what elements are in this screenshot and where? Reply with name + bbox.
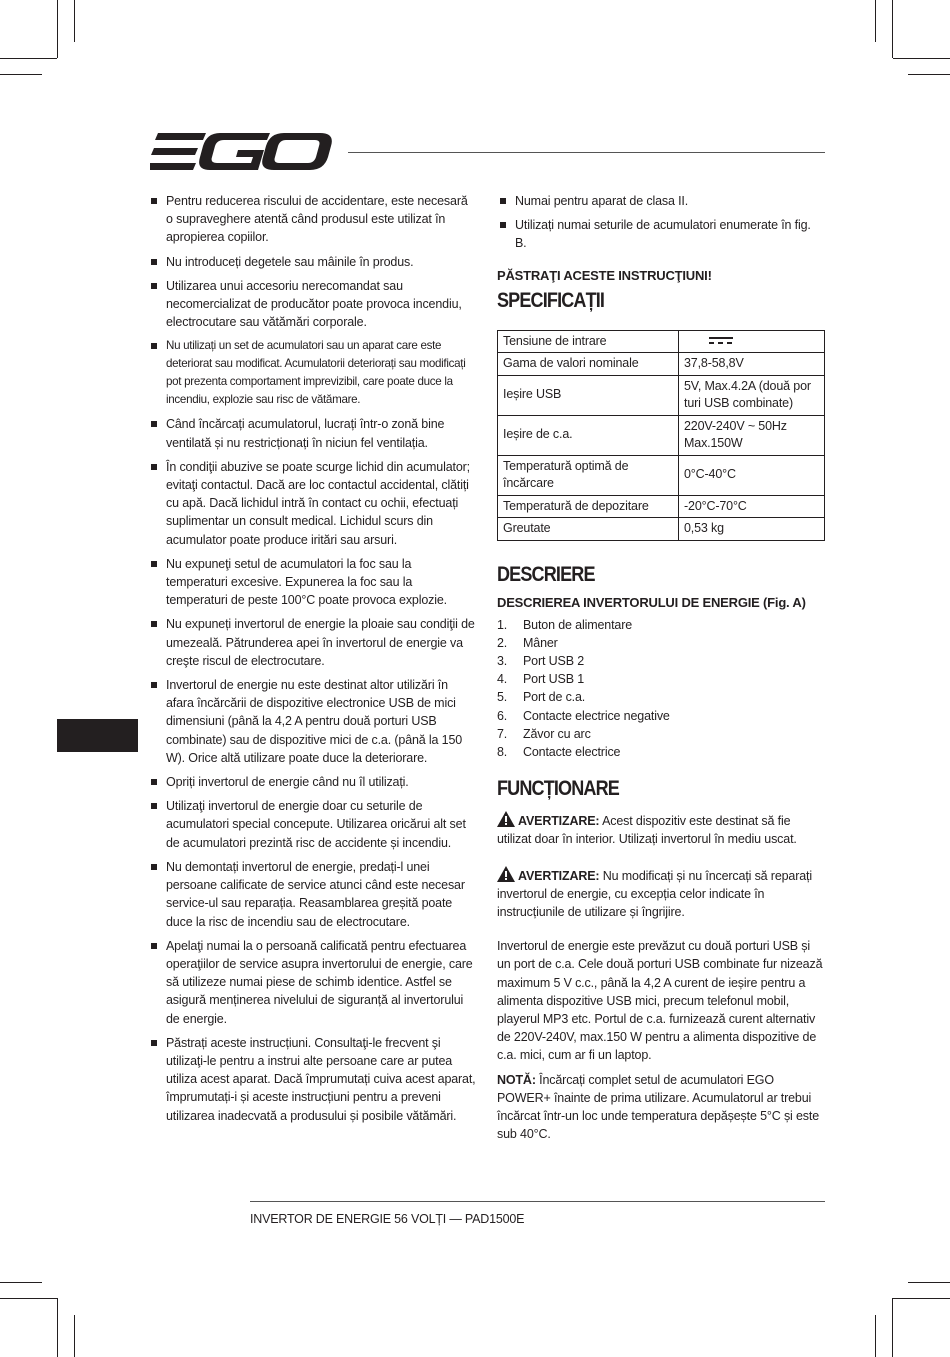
table-row [498, 455, 825, 495]
list-item: 8. Contacte electrice [497, 745, 621, 760]
list-item: Păstrați aceste instrucțiuni. Consultaţi-le frecvent şi utilizaţi-le pentru a instrui alte persoane care ar putea utiliza acest aparat. Dacă împrumutați cuiva acest aparat, împrumutați-i și aceste instrucțiuni pentru a preveni utilizarea inadecvată a produsului și posibile vătămări. [148, 1034, 476, 1125]
warning-paragraph: AVERTIZARE: Acest dispozitiv este destinat să fie utilizat doar în interior. Utilizați invertorul în mediu uscat. [497, 811, 825, 848]
warning-icon [497, 811, 515, 827]
warning-paragraph: AVERTIZARE: Nu modificați și nu încercați să reparați invertorul de energie, cu excepția celor indicate în instrucțiunile de utilizare și îngrijire. [497, 866, 825, 922]
spec-value: 0,53 kg [679, 518, 825, 541]
spec-label: Ieșire de c.a. [498, 415, 679, 455]
spec-label: Tensiune de intrare [498, 330, 679, 353]
specifications-heading: SPECIFICAȚII [497, 288, 605, 312]
table-row [498, 353, 825, 376]
list-item: Utilizaţi invertorul de energie doar cu seturile de acumulatori special concepute. Utilizarea oricărui alt set de acumulatori prezintă risc de accidente și incendiu. [148, 797, 476, 852]
spec-value: -20°C-70°C [679, 495, 825, 518]
spec-label: Greutate [498, 518, 679, 541]
operation-heading: FUNCȚIONARE [497, 777, 619, 801]
list-item: 2. Mâner [497, 635, 558, 650]
list-item: Apelaţi numai la o persoană calificată pentru efectuarea operaţiilor de service asupra invertorului de energie, care să utilizeze numai piese de schimb identice. Astfel se asigură menținerea nivelului de siguranță al invertorului de energie. [148, 937, 476, 1028]
footer-text: INVERTOR DE ENERGIE 56 VOLȚI — PAD1500E [250, 1212, 525, 1226]
list-item: Numai pentru aparat de clasa II. [497, 192, 825, 210]
specifications-table [497, 330, 825, 541]
list-item: Invertorul de energie nu este destinat altor utilizări în afara încărcării de dispozitive electronice USB de mici dimensiuni (până la 4,2 A pentru două porturi USB combinate) sau de dispozitive mici de c.a. (până la 150 W). Orice altă utilizare poate duce la deteriorare. [148, 676, 476, 767]
list-item: Nu expuneți invertorul de energie la ploaie sau condiţii de umezeală. Pătrunderea apei în invertorul de energie va creşte riscul de electrocutare. [148, 615, 476, 670]
list-item: 6. Contacte electrice negative [497, 708, 670, 723]
list-item: Nu expuneţi setul de acumulatori la foc sau la temperaturi excesive. Expunerea la foc sau la temperaturi de peste 100°C poate provoca explozie. [148, 555, 476, 610]
table-row [498, 330, 825, 353]
list-item: Nu utilizați un set de acumulatori sau un aparat care este deteriorat sau modificat. Acumulatorii deteriorați sau modificați pot prezenta comportament imprevizibil, care poate duce la incendiu, explozie sau risc de vătămare. [148, 337, 476, 409]
note-paragraph: NOTĂ: Încărcați complet setul de acumulatori EGO POWER+ înainte de prima utilizare. Acumulatorul ar trebui încărcat într-un loc unde temperatura depășește 5°C și este sub 40°C. [497, 1072, 820, 1142]
list-item: 4. Port USB 1 [497, 672, 585, 687]
direct-current-icon [709, 335, 735, 345]
list-item: Nu introduceți degetele sau mâinile în produs. [148, 253, 476, 271]
description-subheading: DESCRIEREA INVERTORULUI DE ENERGIE (Fig. A) [497, 594, 806, 610]
language-side-tab [57, 719, 138, 752]
usage-paragraph: Invertorul de energie este prevăzut cu două porturi USB și un port de c.a. Cele două porturi USB combinate fur nizează maximum 5 V c.c., până la 4,2 A curent de ieșire pentru a alimenta dispozitive USB mici, precum telefonul mobil, playerul MP3 etc. Portul de c.a. furnizează curent alternativ de 220V-240V, max.150 W pentru a alimenta dispozitive de c.a. mici, cum ar fi un laptop. [497, 939, 823, 1063]
list-item: 3. Port USB 2 [497, 654, 585, 669]
warning-icon [497, 866, 515, 882]
parts-list [497, 616, 825, 762]
spec-value [679, 330, 825, 353]
spec-label: Temperatură de depozitare [498, 495, 679, 518]
spec-value: 5V, Max.4.2A (două por turi USB combinate) [679, 375, 825, 415]
spec-value: 37,8-58,8V [679, 353, 825, 376]
spec-label: Temperatură optimă de încărcare [498, 455, 679, 495]
safety-bullet-list [497, 192, 825, 253]
ego-logo [150, 132, 332, 172]
list-item: Utilizarea unui accesoriu nerecomandat sau necomercializat de producător poate provoca incendiu, electrocutare sau vătămări corporale. [148, 277, 476, 332]
keep-instructions-heading: PĂSTRAŢI ACESTE INSTRUCŢIUNI! [497, 267, 712, 283]
list-item: În condiţii abuzive se poate scurge lichid din acumulator; evitaţi contactul. Dacă are loc contactul accidental, clătiți cu apă. Dacă lichidul intră în contact cu ochii, efectuați suplimentar un consult medical. Lichidul scurs din acumulator poate produce iritări sau arsuri. [148, 458, 476, 549]
list-item: 5. Port de c.a. [497, 690, 586, 705]
table-row [498, 495, 825, 518]
safety-bullet-list [148, 192, 476, 1125]
header-rule [348, 152, 825, 153]
description-heading: DESCRIERE [497, 562, 595, 586]
list-item: Pentru reducerea riscului de accidentare, este necesară o supraveghere atentă când produsul este utilizat în apropierea copiilor. [148, 192, 476, 247]
list-item: Opriți invertorul de energie când nu îl utilizați. [148, 773, 476, 791]
list-item: 1. Buton de alimentare [497, 617, 633, 632]
footer-rule [250, 1201, 825, 1202]
table-row [498, 375, 825, 415]
table-row [498, 415, 825, 455]
spec-label: Ieșire USB [498, 375, 679, 415]
list-item: 7. Zăvor cu arc [497, 726, 591, 741]
right-column [497, 192, 825, 1143]
left-column [148, 192, 476, 1131]
list-item: Nu demontați invertorul de energie, predați-l unei persoane calificate de service atunci când este necesar service-ul sau reparația. Reasamblarea greșită poate duce la risc de incendiu sau de electrocutare. [148, 858, 476, 931]
spec-label: Gama de valori nominale [498, 353, 679, 376]
spec-value: 220V-240V ~ 50Hz Max.150W [679, 415, 825, 455]
list-item: Când încărcați acumulatorul, lucrați într-o zonă bine ventilată și nu restricționați în niciun fel ventilația. [148, 415, 476, 451]
list-item: Utilizați numai seturile de acumulatori enumerate în fig. B. [497, 216, 825, 252]
spec-value: 0°C-40°C [679, 455, 825, 495]
table-row [498, 518, 825, 541]
